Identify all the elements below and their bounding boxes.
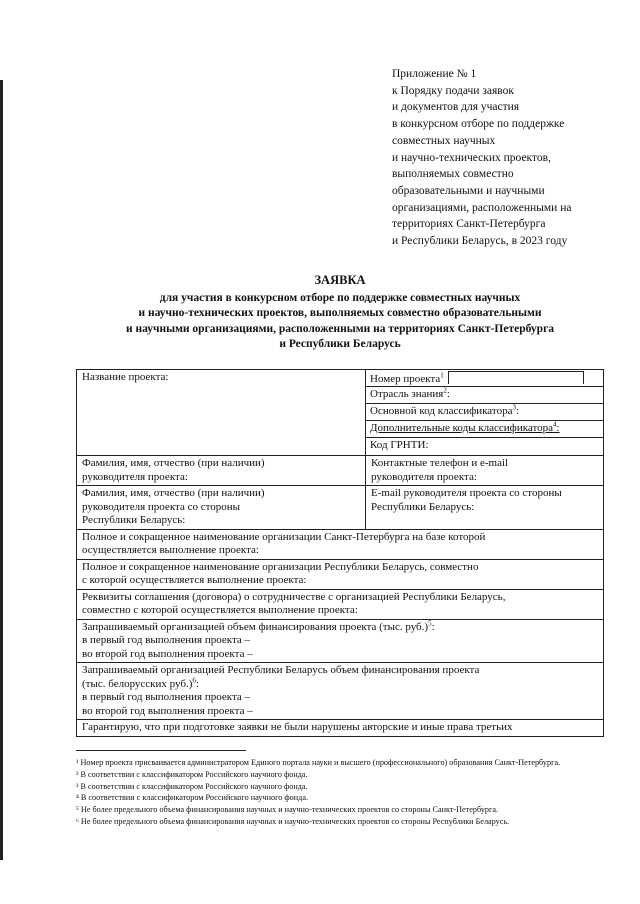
form-row-belarus-funding[interactable]: Запрашиваемый организацией Республики Беларусь объем финансирования проекта (тыс. белорусских руб.)$^6$: в первый год выполнения проекта – во второй год выполнения проекта –	[76, 663, 604, 720]
footnote-6: ⁶ Не более предельного объема финансирования научных и научно-технических проектов со стороны Республики Беларусь.	[76, 816, 510, 826]
agreement-label: совместно с которой осуществляется выполнение проекта:	[82, 604, 358, 616]
project-number-label: Номер проекта	[370, 373, 441, 385]
appendix-line: образовательными и научными	[392, 184, 545, 197]
form-row-spb-funding[interactable]: Запрашиваемый организацией объем финансирования проекта (тыс. руб.)$^5$: в первый год выполнения проекта – во второй год выполнения проекта –	[76, 620, 604, 664]
document-subtitle-line: для участия в конкурсном отборе по поддержке совместных научных	[159, 291, 521, 304]
spb-funding-label: Запрашиваемый организацией объем финансирования проекта (тыс. руб.)	[82, 620, 429, 633]
footnote-2: ² В соответствии с классификатором Российского научного фонда.	[76, 769, 308, 779]
project-number-field[interactable]: Номер проекта$^1$	[366, 370, 603, 387]
leader-contacts-field[interactable]	[366, 456, 603, 485]
appendix-line: совместных научных	[392, 134, 496, 147]
appendix-line: в конкурсном отборе по поддержке	[392, 118, 565, 131]
form-row-spb-organization[interactable]	[76, 530, 604, 560]
form-row-belarus-leader	[76, 486, 604, 530]
scan-page-edge	[0, 80, 3, 860]
appendix-line: территориях Санкт-Петербурга	[392, 218, 546, 231]
form-row-agreement[interactable]	[76, 590, 604, 620]
leader-contacts-label: руководителя проекта:	[371, 470, 477, 483]
leader-name-label: Фамилия, имя, отчество (при наличии)	[82, 457, 265, 469]
leader-contacts-label: Контактные телефон и e-mail	[371, 457, 509, 469]
agreement-label: Реквизиты соглашения (договора) о сотрудничестве с организацией Республики Беларусь,	[82, 590, 506, 603]
belarus-leader-name-label: Фамилия, имя, отчество (при наличии)	[82, 487, 265, 499]
document-subtitle-line: и научными организациями, расположенными на территориях Санкт-Петербурга	[125, 322, 555, 335]
footnote-divider	[76, 750, 246, 751]
main-classifier-label: Основной код классификатора	[370, 405, 513, 417]
additional-classifiers-label: Дополнительные коды классификатора	[370, 422, 554, 434]
spb-organization-label: Полное и сокращенное наименование организации Санкт-Петербурга на базе которой	[82, 530, 486, 543]
belarus-leader-email-field[interactable]	[366, 486, 603, 529]
form-row-project	[76, 369, 604, 456]
footnote-3: ³ В соответствии с классификатором Российского научного фонда.	[76, 781, 308, 791]
belarus-organization-label: Полное и сокращенное наименование организации Республики Беларусь, совместно	[82, 560, 479, 573]
document-title: ЗАЯВКА	[314, 273, 366, 287]
project-name-label: Название проекта:	[82, 371, 169, 383]
application-form-table	[76, 369, 604, 737]
grnti-field[interactable]	[366, 438, 603, 455]
appendix-line: организациями, расположенными на	[392, 201, 572, 214]
belarus-funding-year1: в первый год выполнения проекта –	[82, 691, 251, 703]
guarantee-text: Гарантирую, что при подготовке заявки не были нарушены авторские и иные права третьих	[82, 721, 513, 733]
project-codes-group	[366, 370, 603, 455]
spb-funding-year1: в первый год выполнения проекта –	[82, 634, 251, 646]
appendix-line: к Порядку подачи заявок	[392, 84, 514, 97]
field-of-knowledge-field[interactable]: Отрасль знания$^2$:	[366, 387, 603, 404]
form-row-belarus-organization[interactable]	[76, 560, 604, 590]
spb-organization-label: осуществляется выполнение проекта:	[82, 544, 259, 556]
document-subtitle-line: и научно-технических проектов, выполняемых совместно образовательными	[138, 307, 542, 319]
belarus-leader-name-field[interactable]	[77, 486, 366, 529]
appendix-line: и Республики Беларусь, в 2023 году	[392, 235, 568, 248]
field-of-knowledge-label: Отрасль знания	[370, 388, 444, 400]
belarus-funding-year2: во второй год выполнения проекта –	[82, 704, 253, 717]
belarus-funding-unit: (тыс. белорусских руб.)	[82, 677, 193, 690]
appendix-line: Приложение № 1	[392, 68, 477, 80]
document-subtitle-line: и Республики Беларусь	[279, 338, 401, 350]
appendix-line: и научно-технических проектов,	[392, 151, 551, 164]
appendix-note	[392, 66, 632, 250]
belarus-organization-label: с которой осуществляется выполнение проекта:	[82, 574, 307, 586]
leader-name-label: руководителя проекта:	[82, 470, 188, 483]
form-row-leader	[76, 456, 604, 486]
document-heading	[60, 273, 620, 353]
belarus-funding-label: Запрашиваемый организацией Республики Беларусь объем финансирования проекта	[82, 664, 480, 676]
grnti-label: Код ГРНТИ:	[370, 439, 429, 451]
belarus-leader-email-label: E-mail руководителя проекта со стороны	[371, 487, 562, 499]
main-classifier-field[interactable]: Основной код классификатора$^3$:	[366, 404, 603, 421]
belarus-leader-email-label: Республики Беларусь:	[371, 500, 475, 513]
additional-classifiers-field[interactable]: Дополнительные коды классификатора$^4$:	[366, 421, 603, 438]
project-name-field[interactable]	[77, 370, 366, 455]
leader-name-field[interactable]	[77, 456, 366, 485]
project-number-box[interactable]	[448, 371, 584, 384]
form-row-guarantee	[76, 720, 604, 737]
spb-funding-year2: во второй год выполнения проекта –	[82, 647, 253, 660]
footnotes	[76, 757, 606, 828]
belarus-leader-name-label: Республики Беларусь:	[82, 514, 186, 526]
appendix-line: и документов для участия	[392, 101, 520, 114]
footnote-5: ⁵ Не более предельного объема финансирования научных и научно-технических проектов со стороны Санкт-Петербурга.	[76, 805, 499, 815]
appendix-line: выполняемых совместно	[392, 168, 514, 181]
footnote-1: ¹ Номер проекта присваивается администратором Единого портала науки и высшего (профессионального) образования Санкт-Петербурга.	[76, 758, 561, 767]
footnote-4: ⁴ В соответствии с классификатором Российского научного фонда.	[76, 793, 309, 803]
belarus-leader-name-label: руководителя проекта со стороны	[82, 500, 241, 513]
